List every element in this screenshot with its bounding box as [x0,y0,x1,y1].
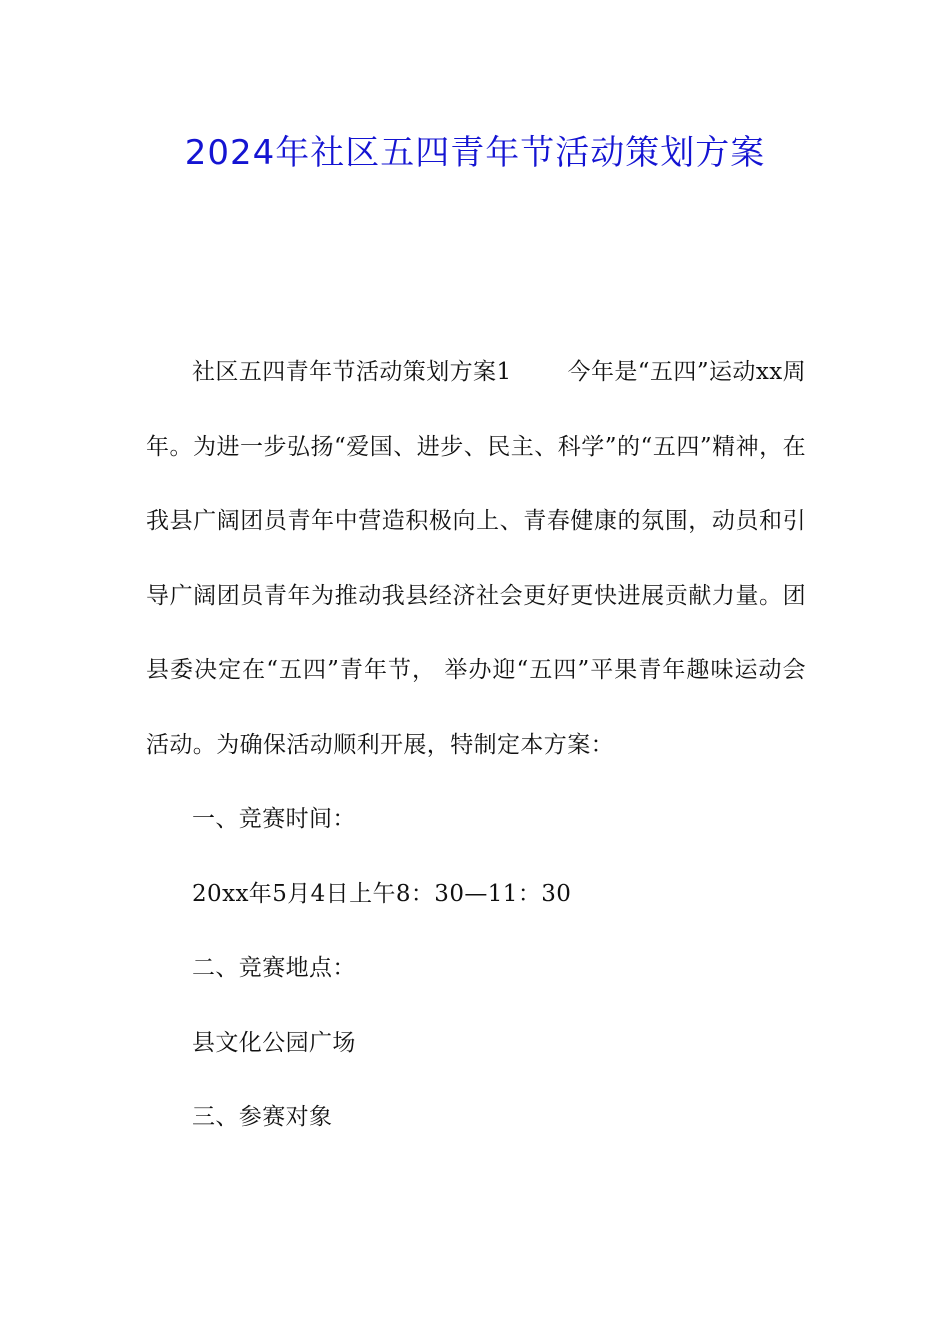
document-body [146,335,806,1155]
section-heading-time: 一、竞赛时间： [192,806,356,832]
intro-paragraph [146,335,806,782]
section-value-location: 县文化公园广场 [192,1029,356,1056]
section-value-time: 20xx年5月4日上午8：30—11：30 [192,880,572,907]
section-heading-participants: 三、参赛对象 [192,1104,333,1130]
section-heading-location: 二、竞赛地点： [192,955,356,981]
section-heading-plan-1: 社区五四青年节活动策划方案1 [192,359,512,385]
intro-text: 今年是“五四”运动xx周年。为进一步弘扬“爱国、进步、民主、科学”的“五四”精神，在我县广阔团员青年中营造积极向上、青春健康的氛围，动员和引导广阔团员青年为推动我县经济社会更好更快进展贡献力量。团县委决定在“五四”青年节， 举办迎“五四”平果青年趣味运动会活动。为确保活动顺利开展，特制定本方案： [146,359,807,758]
document-title: 2024年社区五四青年节活动策划方案 [184,133,766,173]
